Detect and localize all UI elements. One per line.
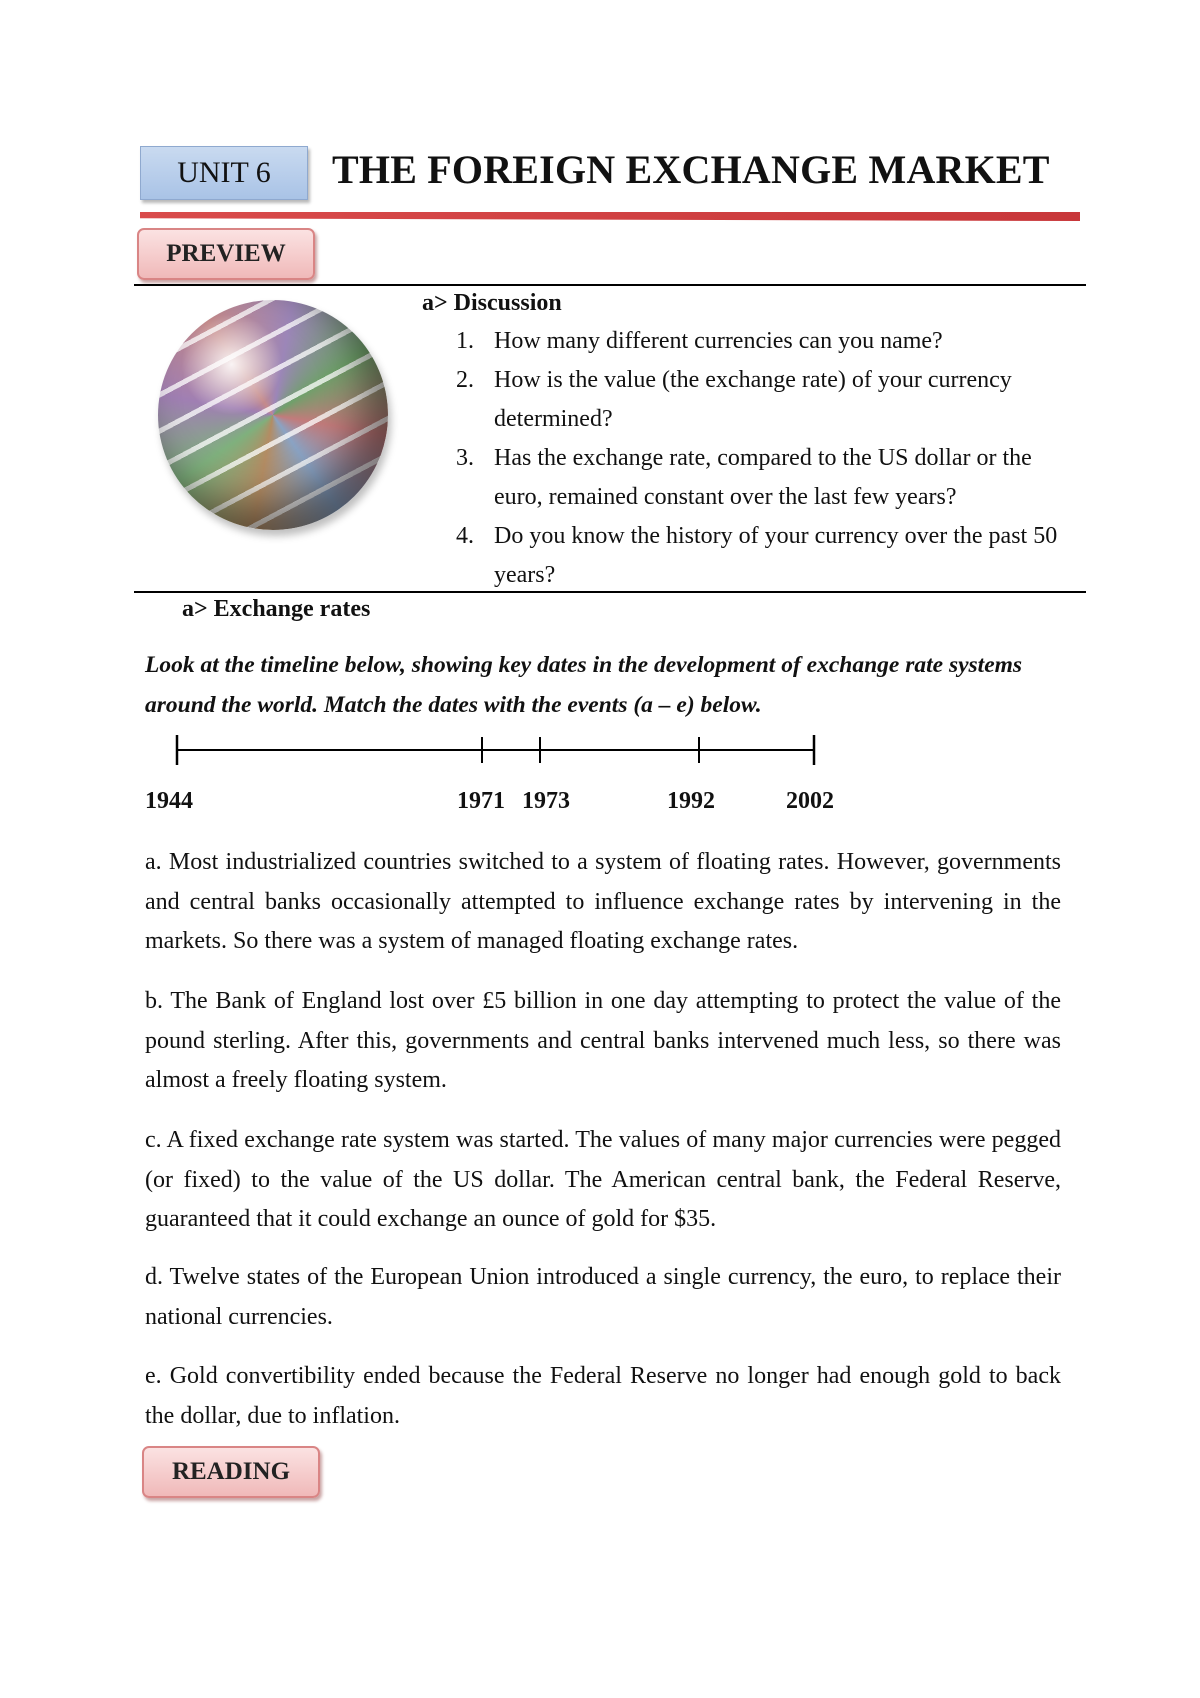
- question-number: 3.: [456, 445, 474, 471]
- question-number: 4.: [456, 523, 474, 549]
- currency-globe-image: [158, 300, 388, 530]
- question-text: Has the exchange rate, compared to the US dollar or the euro, remained constant over the last few years?: [494, 445, 1032, 510]
- discussion-question: [456, 361, 1086, 439]
- event-paragraph: d. Twelve states of the European Union introduced a single currency, the euro, to replace their national currencies.: [145, 1264, 1061, 1330]
- exchange-rates-heading: a> Exchange rates: [182, 596, 371, 622]
- discussion-question: [456, 517, 1086, 595]
- question-number: 2.: [456, 367, 474, 393]
- timeline-year: 1992: [667, 788, 715, 814]
- title-underline: [140, 212, 1080, 221]
- question-text: How is the value (the exchange rate) of your currency determined?: [494, 367, 1012, 432]
- timeline-year: 1944: [145, 788, 193, 814]
- discussion-question: [456, 322, 1086, 361]
- preview-section-label: PREVIEW: [137, 228, 315, 280]
- question-text: Do you know the history of your currency over the past 50 years?: [494, 523, 1058, 588]
- discussion-list: [456, 322, 1086, 595]
- timeline-year: 2002: [786, 788, 834, 814]
- event-paragraph: c. A fixed exchange rate system was started. The values of many major currencies were pegged (or fixed) to the value of the US dollar. The American central bank, the Federal Reserve, guaranteed that it could exchange an ounce of gold for $35.: [145, 1127, 1061, 1232]
- discussion-heading: a> Discussion: [422, 290, 562, 316]
- page-title: THE FOREIGN EXCHANGE MARKET: [332, 147, 1050, 192]
- unit-label: UNIT 6: [140, 146, 308, 200]
- timeline-year: 1973: [522, 788, 570, 814]
- discussion-question: [456, 439, 1086, 517]
- reading-section-label: READING: [142, 1446, 320, 1498]
- timeline-year: 1971: [457, 788, 505, 814]
- event-paragraph: b. The Bank of England lost over £5 billion in one day attempting to protect the value of the pound sterling. After this, governments and central banks intervened much less, so there was almost a freely floating system.: [145, 988, 1061, 1093]
- divider-top: [134, 284, 1086, 286]
- question-number: 1.: [456, 328, 474, 354]
- timeline: [170, 730, 830, 770]
- event-paragraph: a. Most industrialized countries switched to a system of floating rates. However, governments and central banks occasionally attempted to influence exchange rates by intervening in the markets. So there was a system of managed floating exchange rates.: [145, 849, 1061, 954]
- question-text: How many different currencies can you name?: [494, 328, 943, 354]
- event-paragraph: e. Gold convertibility ended because the Federal Reserve no longer had enough gold to back the dollar, due to inflation.: [145, 1363, 1061, 1429]
- instruction-text: Look at the timeline below, showing key dates in the development of exchange rate systems around the world. Match the dates with the events (a – e) below.: [145, 652, 1023, 718]
